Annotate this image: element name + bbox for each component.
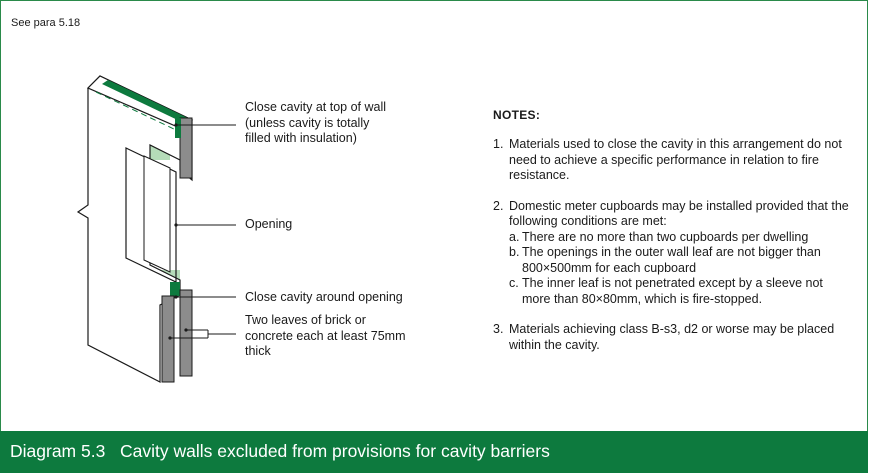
note-text: Domestic meter cupboards may be installed provided that the following conditions are met:	[509, 198, 849, 228]
label-close-top-line2: (unless cavity is totally	[245, 115, 370, 130]
note-text: Materials achieving class B-s3, d2 or worse may be placed within the cavity.	[509, 322, 835, 352]
note-number: 1.	[493, 137, 504, 151]
label-close-top	[245, 100, 386, 147]
diagram-caption	[10, 441, 550, 462]
see-para-note: See para 5.18	[11, 17, 81, 29]
note-sub-letter: b.	[509, 245, 520, 259]
label-close-top-line1: Close cavity at top of wall	[245, 100, 387, 114]
caption-number: Diagram 5.3	[10, 441, 106, 461]
label-two-leaves-line1: Two leaves of brick or	[245, 313, 366, 327]
note-subitem	[509, 245, 853, 276]
label-two-leaves-line2: concrete each at least 75mm	[245, 328, 406, 343]
opening-inner	[144, 156, 170, 272]
note-subitem	[509, 230, 853, 246]
note-item	[493, 199, 853, 308]
label-two-leaves-line3: thick	[245, 344, 271, 358]
caption-title: Cavity walls excluded from provisions for cavity barriers	[120, 441, 550, 461]
label-close-around: Close cavity around opening	[245, 290, 403, 304]
note-sub-letter: c.	[509, 276, 519, 290]
notes-list	[493, 137, 853, 368]
label-close-top-line3: filled with insulation)	[245, 131, 357, 145]
leaf-lower-inner	[162, 296, 174, 382]
note-sub-text: There are no more than two cupboards per dwelling	[522, 229, 809, 244]
note-item	[493, 137, 853, 184]
note-sub-text: The inner leaf is not penetrated except by a sleeve not more than 80×80mm, which is fire-stopped.	[522, 276, 823, 306]
opening-cavity-closer	[170, 282, 180, 296]
leaf-lower-outer	[180, 290, 192, 376]
note-sub-text: The openings in the outer wall leaf are not bigger than 800×500mm for each cupboard	[522, 245, 821, 275]
note-sub-letter: a.	[509, 229, 520, 244]
note-subitem	[509, 276, 853, 307]
note-item	[493, 322, 853, 353]
label-opening: Opening	[245, 217, 293, 231]
notes-title: NOTES:	[493, 108, 541, 122]
note-number: 2.	[493, 198, 504, 213]
note-number: 3.	[493, 322, 504, 336]
leaf-top-green	[175, 118, 181, 138]
note-text: Materials used to close the cavity in this arrangement do not need to achieve a specific performance in relation to fire resistance.	[509, 137, 842, 182]
leaf-top-grey	[180, 118, 192, 178]
label-two-leaves	[245, 313, 406, 360]
note-sublist	[509, 230, 853, 308]
